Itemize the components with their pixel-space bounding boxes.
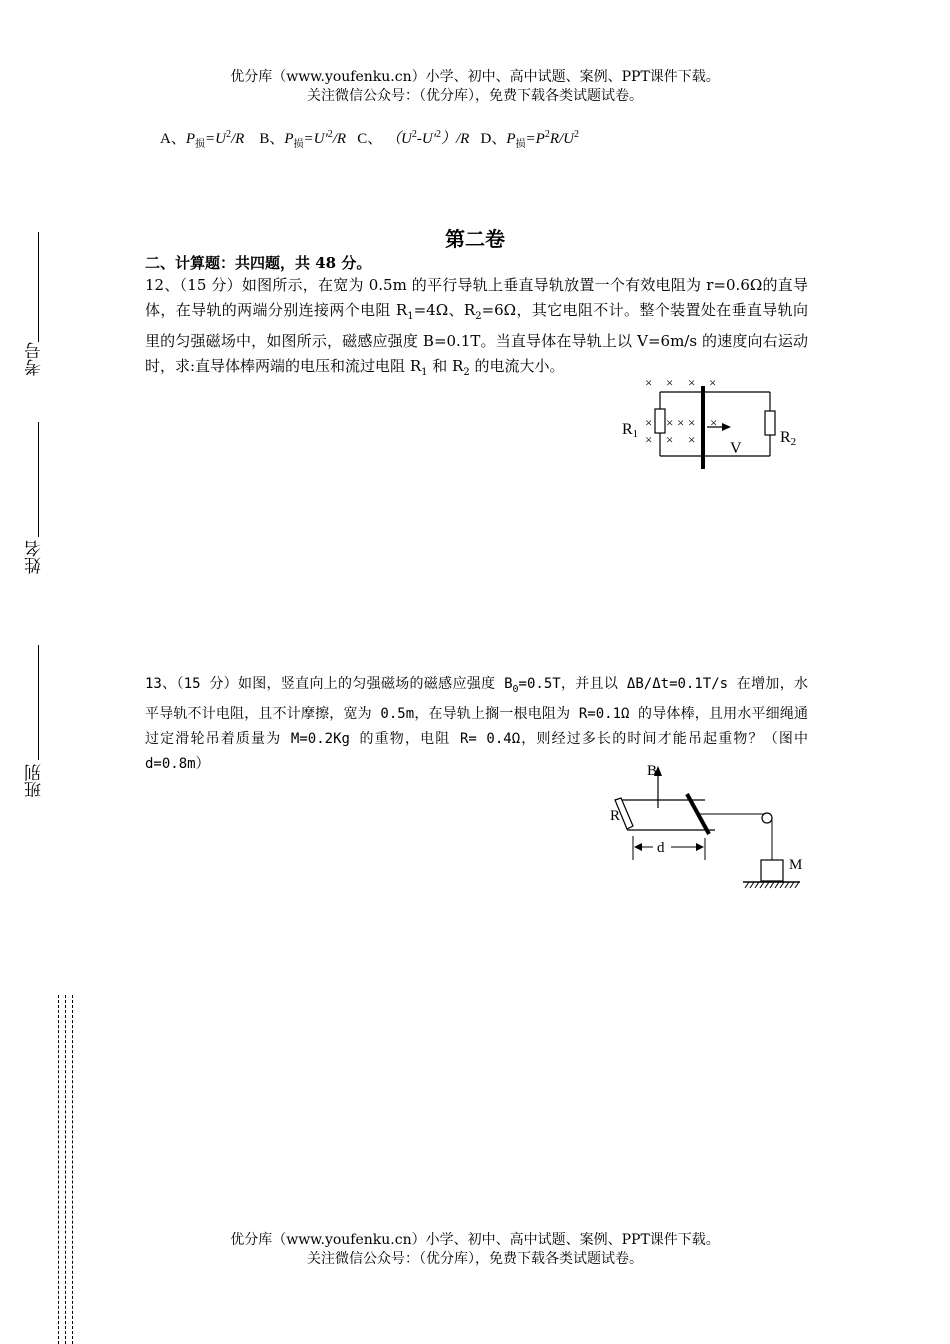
b-label: B bbox=[647, 763, 658, 779]
name-label: 姓名 bbox=[25, 540, 45, 574]
velocity-label: V bbox=[730, 440, 742, 457]
field-cross: × bbox=[645, 375, 653, 390]
r1-label: R1 bbox=[622, 421, 639, 440]
choice-c: C、 $(U^2-U'^2)/R$ bbox=[357, 129, 470, 147]
exam-no-label: 考号 bbox=[25, 342, 45, 376]
choice-d: D、$P_损=P^2R/U^2$ bbox=[480, 129, 580, 150]
field-cross: × bbox=[666, 432, 674, 447]
answer-choices bbox=[160, 127, 579, 150]
pulley bbox=[762, 813, 772, 823]
dimension-arrow-left-head bbox=[634, 843, 642, 851]
choice-b: B、$P_损=U'^2/R$ bbox=[259, 129, 347, 150]
volume-title: 第二卷 bbox=[445, 227, 505, 251]
field-cross: × bbox=[666, 375, 674, 390]
question-12-text: 12、（15 分）如图所示，在宽为 0.5m 的平行导轨上垂直导轨放置一个有效电阻为 r=0.6Ω的直导体，在导轨的两端分别连接两个电阻 $R_1=4\Omega$、$R_2=6\Omega$，其它电阻不计。整个装置处在垂直导轨向里的匀强磁场中，如图所示，磁感应强度 B=0.1T。当直导体在导轨上以 V=6m/s 的速度向右运动时，求:直导体棒两端的电压和流过电阻 $R_1$ 和 $R_2$ 的电流大小。 bbox=[145, 276, 808, 378]
field-cross: × bbox=[666, 415, 674, 430]
r2-label: R2 bbox=[780, 429, 797, 448]
question-13-figure bbox=[605, 760, 805, 895]
dimension-arrow-right-head bbox=[696, 843, 704, 851]
choice-a: A、$P_损=U^2/R$ bbox=[160, 129, 245, 150]
mass-block bbox=[761, 860, 783, 881]
question-13-text: 13、（15 分）如图，竖直向上的匀强磁场的磁感应强度 $B_0=0.5T$，并且以 ΔB/Δt=0.1T/s 在增加，水平导轨不计电阻，且不计摩擦，宽为 0.5m，在导轨上搁一根电阻为 R=0.1Ω 的导体棒，且用水平细绳通过定滑轮吊着质量为 M=0.2Kg 的重物，电阻 R= 0.4Ω，则经过多长的时间才能吊起重物？（图中 d=0.8m） bbox=[145, 676, 808, 772]
footer-line-1: 优分库（www.youfenku.cn）小学、初中、高中试题、案例、PPT课件下载。 bbox=[230, 1232, 720, 1248]
field-cross: × bbox=[645, 415, 653, 430]
field-cross: × bbox=[688, 432, 696, 447]
class-line bbox=[38, 645, 39, 760]
field-cross: × bbox=[677, 415, 685, 430]
page-footer bbox=[0, 1231, 950, 1269]
field-cross: × bbox=[710, 415, 718, 430]
m-label: M bbox=[789, 857, 803, 873]
binding-dash-line-2 bbox=[65, 995, 66, 1344]
r-label: R bbox=[610, 808, 621, 824]
footer-line-2: 关注微信公众号：（优分库），免费下载各类试题试卷。 bbox=[307, 1251, 643, 1267]
binding-dash-line-1 bbox=[58, 995, 59, 1344]
exam-no-line bbox=[38, 232, 39, 342]
question-12-figure bbox=[615, 372, 805, 472]
field-cross: × bbox=[645, 432, 653, 447]
header-line-1: 优分库（www.youfenku.cn）小学、初中、高中试题、案例、PPT课件下载。 bbox=[230, 69, 720, 85]
field-cross: × bbox=[709, 375, 717, 390]
binding-dash-line-3 bbox=[72, 995, 73, 1344]
resistor-r2 bbox=[765, 411, 775, 435]
field-cross: × bbox=[688, 375, 696, 390]
page-header bbox=[0, 68, 950, 106]
resistor-r1 bbox=[655, 409, 665, 433]
class-label: 班别 bbox=[25, 764, 45, 798]
name-line bbox=[38, 422, 39, 537]
section-heading: 二、计算题：共四题，共 48 分。 bbox=[145, 254, 372, 272]
d-label: d bbox=[657, 840, 665, 856]
field-cross: × bbox=[688, 415, 696, 430]
velocity-arrow-head bbox=[722, 423, 731, 431]
header-line-2: 关注微信公众号：（优分库），免费下载各类试题试卷。 bbox=[307, 88, 643, 104]
ground-hatch bbox=[745, 882, 799, 888]
